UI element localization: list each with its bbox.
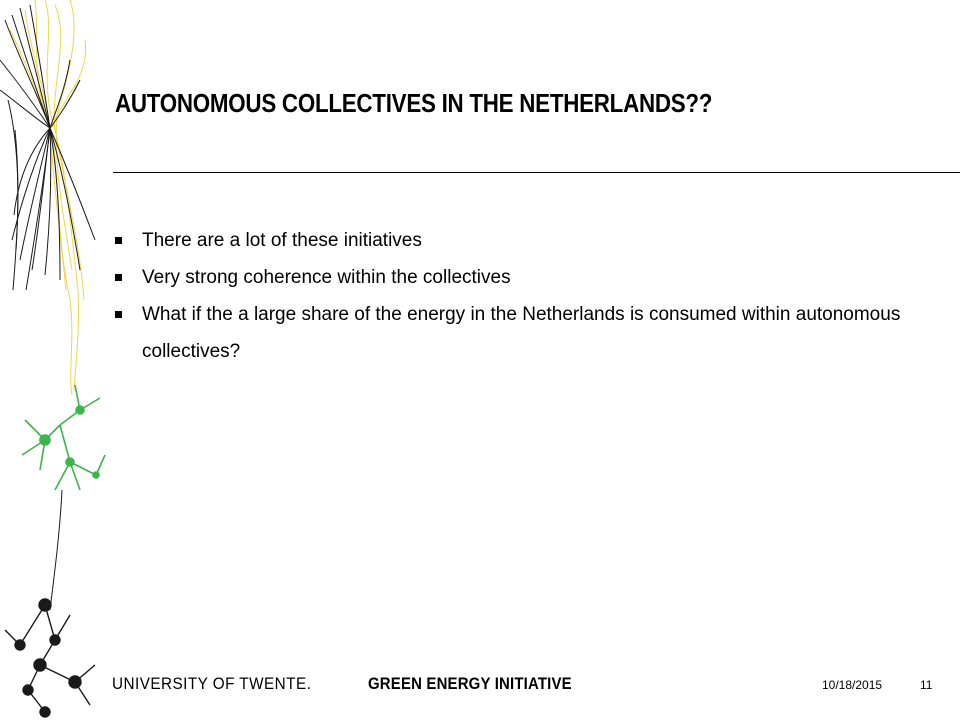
bullet-text: There are a lot of these initiatives: [142, 230, 422, 251]
bullet-list: [115, 222, 905, 370]
bullet-item: [115, 296, 905, 370]
square-bullet-icon: [115, 237, 122, 244]
bullet-item: [115, 222, 905, 259]
slide-page-number: 11: [920, 678, 933, 692]
slide-title: AUTONOMOUS COLLECTIVES IN THE NETHERLANDS??: [115, 88, 713, 118]
title-divider: [113, 172, 960, 173]
initiative-logo-text: GREEN ENERGY INITIATIVE: [368, 674, 572, 693]
bullet-item: [115, 259, 905, 296]
decorative-line-art: [0, 0, 110, 720]
university-logo-text: UNIVERSITY OF TWENTE.: [112, 674, 312, 693]
bullet-text: Very strong coherence within the collectives: [142, 267, 511, 288]
bullet-text: What if the a large share of the energy in the Netherlands is consumed within autonomous collectives?: [142, 304, 901, 362]
square-bullet-icon: [115, 274, 122, 281]
square-bullet-icon: [115, 311, 122, 318]
slide-date: 10/18/2015: [822, 678, 883, 692]
